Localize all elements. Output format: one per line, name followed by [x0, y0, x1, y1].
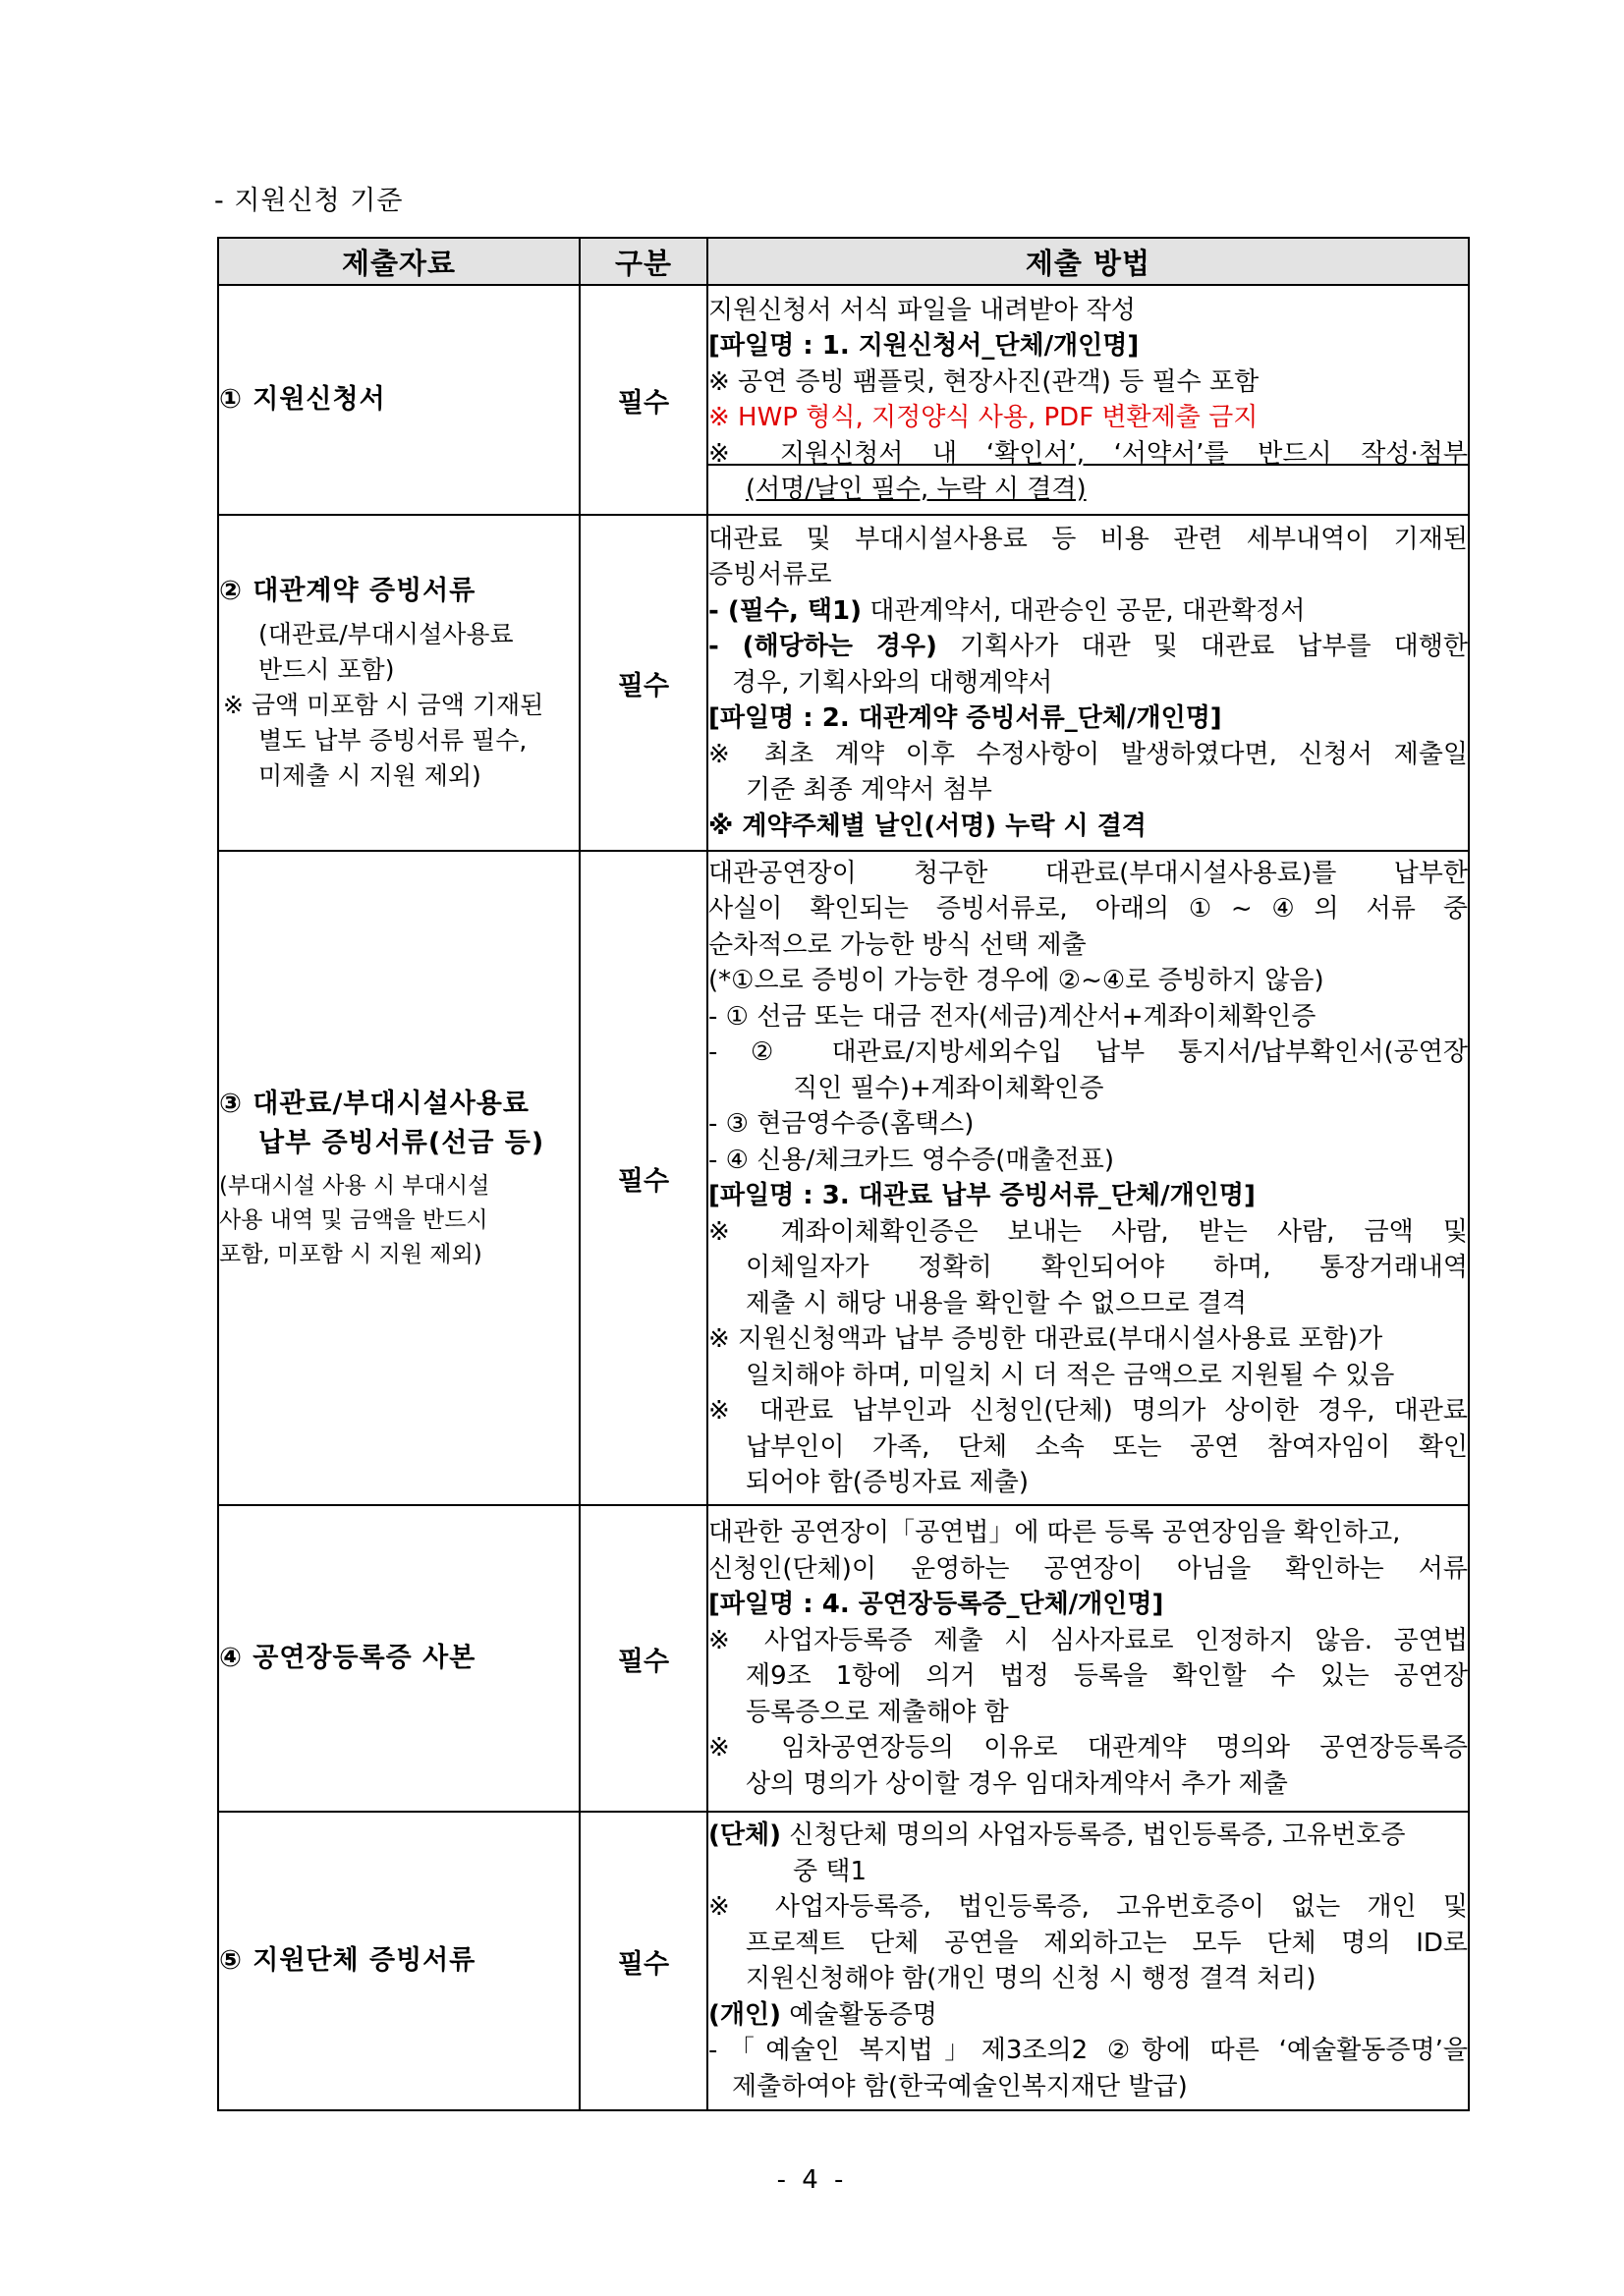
table-row [218, 515, 1469, 851]
note-line: 사용 내역 및 금액을 반드시 [219, 1206, 488, 1233]
method-line: 직인 필수)+계좌이체확인증 [793, 1073, 1104, 1103]
item-cell [218, 285, 580, 515]
column-header-materials: 제출자료 [218, 238, 580, 285]
filename-line: [파일명 : 4. 공연장등록증_단체/개인명] [708, 1590, 1164, 1619]
method-line: 대관한 공연장이「공연법」에 따른 등록 공연장임을 확인하고, [708, 1518, 1401, 1547]
note-line: 포함, 미포함 시 지원 제외) [219, 1241, 482, 1267]
column-header-category: 구분 [580, 238, 707, 285]
item-title: ① 지원신청서 [219, 384, 386, 415]
method-line: - (해당하는 경우) 기획사가 대관 및 대관료 납부를 대행한 [708, 632, 1468, 662]
required-label: 필수 [580, 851, 707, 1505]
method-line: 상의 명의가 상이할 경우 임대차계약서 추가 제출 [746, 1768, 1288, 1799]
method-cell [707, 515, 1469, 851]
method-line: 이체일자가 정확히 확인되어야 하며, 통장거래내역 [746, 1253, 1468, 1282]
method-line: 증빙서류로 [708, 560, 832, 590]
method-line: 경우, 기획사와의 대행계약서 [732, 667, 1053, 698]
required-label: 필수 [580, 1505, 707, 1812]
method-line: 제출 시 해당 내용을 확인할 수 없으므로 결격 [746, 1288, 1247, 1318]
method-line: 기준 최종 계약서 첨부 [746, 775, 992, 806]
method-line: ※ 최초 계약 이후 수정사항이 발생하였다면, 신청서 제출일 [708, 739, 1468, 769]
method-line: (개인) 예술활동증명 [708, 1999, 937, 2030]
note-line: 별도 납부 증빙서류 필수, [258, 726, 528, 755]
note-line: 미제출 시 지원 제외) [258, 761, 481, 790]
method-line: - (필수, 택1) 대관계약서, 대관승인 공문, 대관확정서 [708, 595, 1306, 626]
item-notes [219, 617, 579, 794]
warning-line: ※ HWP 형식, 지정양식 사용, PDF 변환제출 금지 [708, 403, 1259, 432]
method-line: 제출하여야 함(한국예술인복지재단 발급) [732, 2071, 1188, 2101]
item-title: ④ 공연장등록증 사본 [219, 1643, 476, 1673]
method-line: (단체) 신청단체 명의의 사업자등록증, 법인등록증, 고유번호증 [708, 1820, 1406, 1850]
method-line: - ④ 신용/체크카드 영수증(매출전표) [708, 1145, 1115, 1175]
method-cell [707, 1812, 1469, 2110]
item-title: ② 대관계약 증빙서류 [219, 576, 476, 606]
item-cell [218, 851, 580, 1505]
item-cell [218, 515, 580, 851]
filename-line: [파일명 : 1. 지원신청서_단체/개인명] [708, 331, 1140, 361]
method-cell [707, 1505, 1469, 1812]
method-line: 신청인(단체)이 운영하는 공연장이 아님을 확인하는 서류 [708, 1553, 1468, 1584]
method-cell [707, 851, 1469, 1505]
method-line: ※ 대관료 납부인과 신청인(단체) 명의가 상이한 경우, 대관료 [708, 1396, 1468, 1426]
method-line: - ③ 현금영수증(홈택스) [708, 1109, 975, 1139]
item-notes [219, 1169, 579, 1272]
method-line: 대관공연장이 청구한 대관료(부대시설사용료)를 납부한 [708, 858, 1468, 888]
note-line: (대관료/부대시설사용료 [258, 620, 514, 648]
note-line: (부대시설 사용 시 부대시설 [219, 1172, 490, 1199]
item-title-line: ③ 대관료/부대시설사용료 [219, 1088, 530, 1119]
method-line: 지원신청서 서식 파일을 내려받아 작성 [708, 295, 1136, 325]
method-line: - ② 대관료/지방세외수입 납부 통지서/납부확인서(공연장 [708, 1037, 1468, 1067]
method-line: ※ 사업자등록증, 법인등록증, 고유번호증이 없는 개인 및 [708, 1892, 1468, 1922]
method-line: 중 택1 [793, 1856, 868, 1886]
page-number: - 4 - [776, 2165, 848, 2195]
method-line: ※ 계좌이체확인증은 보내는 사람, 받는 사람, 금액 및 [708, 1216, 1468, 1247]
method-line: -「예술인 복지법」제3조의2 ②항에 따른 ‘예술활동증명’을 [708, 2036, 1468, 2065]
filename-line: [파일명 : 3. 대관료 납부 증빙서류_단체/개인명] [708, 1181, 1256, 1210]
method-line: - ① 선금 또는 대금 전자(세금)계산서+계좌이체확인증 [708, 1001, 1316, 1032]
section-heading: - 지원신청 기준 [214, 186, 404, 216]
method-line: (서명/날인 필수, 누락 시 결격) [746, 475, 1087, 504]
method-line: 납부인이 가족, 단체 소속 또는 공연 참여자임이 확인 [746, 1431, 1468, 1462]
item-cell [218, 1505, 580, 1812]
method-line: ※ 임차공연장등의 이유로 대관계약 명의와 공연장등록증 [708, 1733, 1468, 1763]
table-row [218, 1812, 1469, 2110]
method-line: 프로젝트 단체 공연을 제외하고는 모두 단체 명의 ID로 [746, 1928, 1468, 1958]
table-row [218, 285, 1469, 515]
table-row [218, 851, 1469, 1505]
method-line: 등록증으로 제출해야 함 [746, 1697, 1009, 1727]
requirements-table [217, 237, 1470, 2111]
method-line: ※ 지원신청서 내 ‘확인서’, ‘서약서’를 반드시 작성·첨부 [708, 438, 1468, 469]
item-title-line: 납부 증빙서류(선금 등) [258, 1127, 545, 1158]
method-line: 사실이 확인되는 증빙서류로, 아래의①~④의 서류 중 [708, 894, 1468, 924]
note-line: 반드시 포함) [258, 655, 395, 684]
method-line: 순차적으로 가능한 방식 선택 제출 [708, 929, 1087, 960]
method-line: 되어야 함(증빙자료 제출) [746, 1468, 1029, 1497]
method-line: ※ 계약주체별 날인(서명) 누락 시 결격 [708, 811, 1147, 841]
table-row [218, 1505, 1469, 1812]
required-label: 필수 [580, 1812, 707, 2110]
method-line: 지원신청해야 함(개인 명의 신청 시 행정 결격 처리) [746, 1964, 1316, 1993]
column-header-method: 제출 방법 [707, 238, 1469, 285]
item-title [219, 1085, 579, 1163]
method-line: 제9조 1항에 의거 법정 등록을 확인할 수 있는 공연장 [746, 1661, 1468, 1691]
method-line: ※ 지원신청액과 납부 증빙한 대관료(부대시설사용료 포함)가 [708, 1324, 1383, 1354]
method-line: ※ 공연 증빙 팸플릿, 현장사진(관객) 등 필수 포함 [708, 366, 1260, 397]
required-label: 필수 [580, 515, 707, 851]
method-line: (*①으로 증빙이 가능한 경우에 ②~④로 증빙하지 않음) [708, 966, 1324, 995]
note-line: ※ 금액 미포함 시 금액 기재된 [223, 691, 544, 719]
required-label: 필수 [580, 285, 707, 515]
method-line: 일치해야 하며, 미일치 시 더 적은 금액으로 지원될 수 있음 [746, 1360, 1395, 1390]
method-line: 대관료 및 부대시설사용료 등 비용 관련 세부내역이 기재된 [708, 524, 1468, 554]
item-cell [218, 1812, 580, 2110]
item-title: ⑤ 지원단체 증빙서류 [219, 1945, 476, 1976]
table-header-row [218, 238, 1469, 285]
method-line: ※ 사업자등록증 제출 시 심사자료로 인정하지 않음. 공연법 [708, 1625, 1468, 1655]
method-cell [707, 285, 1469, 515]
filename-line: [파일명 : 2. 대관계약 증빙서류_단체/개인명] [708, 703, 1222, 734]
